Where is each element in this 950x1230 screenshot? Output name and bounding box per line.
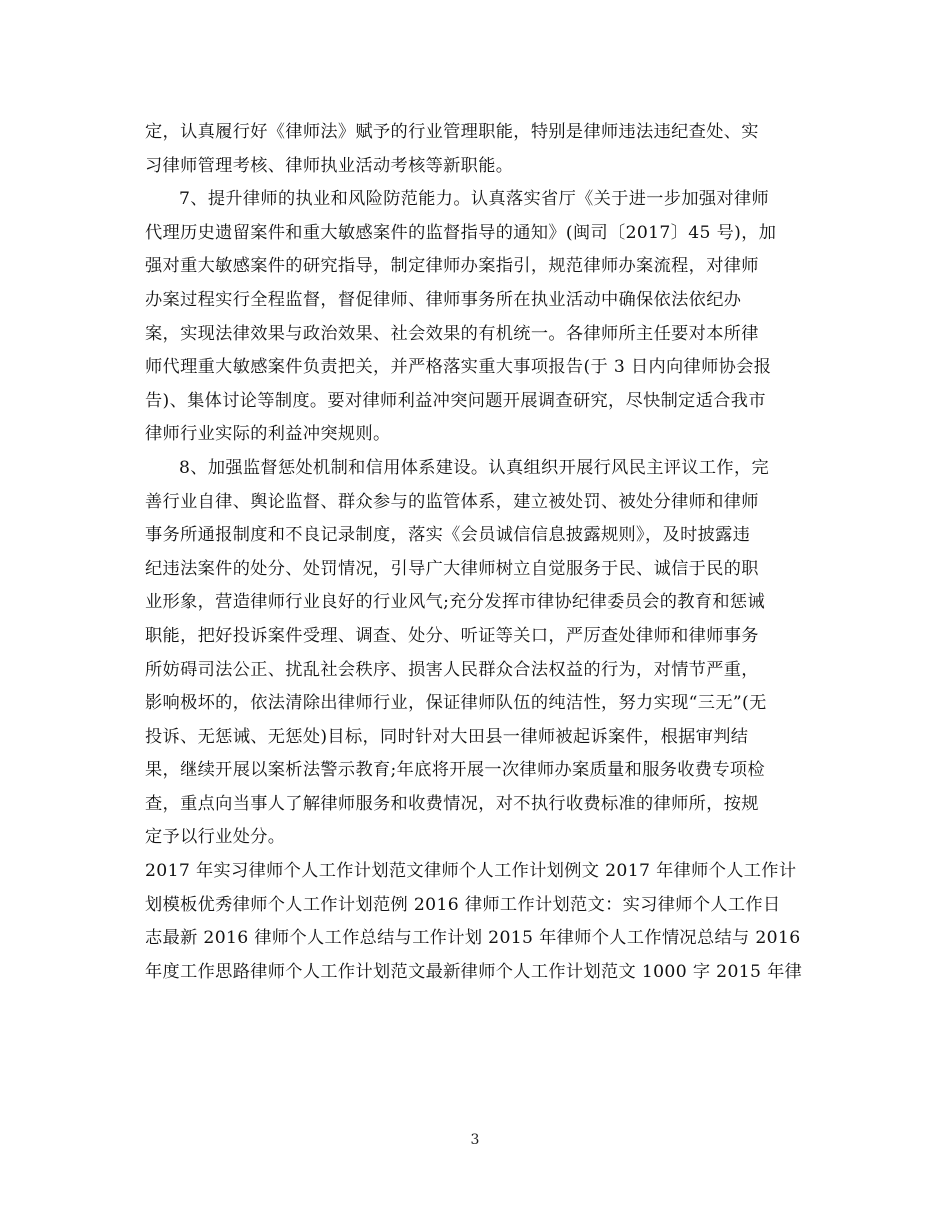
text-line: 定予以行业处分。 <box>145 827 286 848</box>
text-line: 纪违法案件的处分、处罚情况，引导广大律师树立自觉服务于民、诚信于民的职 <box>145 558 759 579</box>
text-line: 习律师管理考核、律师执业活动考核等新职能。 <box>145 155 514 176</box>
text-line: 年度工作思路律师个人工作计划范文最新律师个人工作计划范文 1000 字 2015 年律 <box>145 961 803 982</box>
text-line: 果，继续开展以案析法警示教育;年底将开展一次律师办案质量和服务收费专项检 <box>145 760 765 781</box>
text-line: 办案过程实行全程监督，督促律师、律师事务所在执业活动中确保依法依纪办 <box>145 289 742 310</box>
text-line: 师代理重大敏感案件负责把关，并严格落实重大事项报告(于 3 日内向律师协会报 <box>145 357 772 378</box>
related-articles-paragraph <box>145 855 805 989</box>
text-line: 影响极坏的，依法清除出律师行业，保证律师队伍的纯洁性，努力实现“三无”(无 <box>145 693 767 714</box>
paragraph-item-8 <box>145 452 805 855</box>
text-line: 代理历史遗留案件和重大敏感案件的监督指导的通知》(闽司〔2017〕45 号)，加 <box>145 222 777 243</box>
text-line: 定，认真履行好《律师法》赋予的行业管理职能，特别是律师违法违纪查处、实 <box>145 122 759 142</box>
text-line: 查，重点向当事人了解律师服务和收费情况，对不执行收费标准的律师所，按规 <box>145 793 759 814</box>
text-line: 强对重大敏感案件的研究指导，制定律师办案指引，规范律师办案流程，对律师 <box>145 256 759 277</box>
text-line: 律师行业实际的利益冲突规则。 <box>145 424 391 445</box>
text-line: 善行业自律、舆论监督、群众参与的监管体系，建立被处罚、被处分律师和律师 <box>145 491 759 512</box>
text-line: 案，实现法律效果与政治效果、社会效果的有机统一。各律师所主任要对本所律 <box>145 323 759 344</box>
document-body <box>145 116 805 989</box>
text-line: 所妨碍司法公正、扰乱社会秩序、损害人民群众合法权益的行为，对情节严重， <box>145 659 759 680</box>
paragraph-continuation <box>145 116 805 183</box>
text-line: 事务所通报制度和不良记录制度，落实《会员诚信信息披露规则》，及时披露违 <box>145 525 751 546</box>
text-line: 志最新 2016 律师个人工作总结与工作计划 2015 年律师个人工作情况总结与 2016 <box>145 928 801 949</box>
text-line: 划模板优秀律师个人工作计划范例 2016 律师工作计划范文：实习律师个人工作日 <box>145 894 781 915</box>
page-number: 3 <box>470 1132 480 1148</box>
paragraph-item-7 <box>145 183 805 452</box>
text-line: 职能，把好投诉案件受理、调查、处分、听证等关口，严厉查处律师和律师事务 <box>145 625 759 646</box>
text-line: 告)、集体讨论等制度。要对律师利益冲突问题开展调查研究，尽快制定适合我市 <box>145 390 766 411</box>
text-line: 投诉、无惩诫、无惩处)目标，同时针对大田县一律师被起诉案件，根据审判结 <box>145 726 749 747</box>
text-line: 8、加强监督惩处机制和信用体系建设。认真组织开展行风民主评议工作，完 <box>179 457 770 478</box>
text-line: 2017 年实习律师个人工作计划范文律师个人工作计划例文 2017 年律师个人工作计 <box>145 861 797 882</box>
text-line: 7、提升律师的执业和风险防范能力。认真落实省厅《关于进一步加强对律师 <box>179 189 770 210</box>
text-line: 业形象，营造律师行业良好的行业风气;充分发挥市律协纪律委员会的教育和惩诫 <box>145 592 765 613</box>
